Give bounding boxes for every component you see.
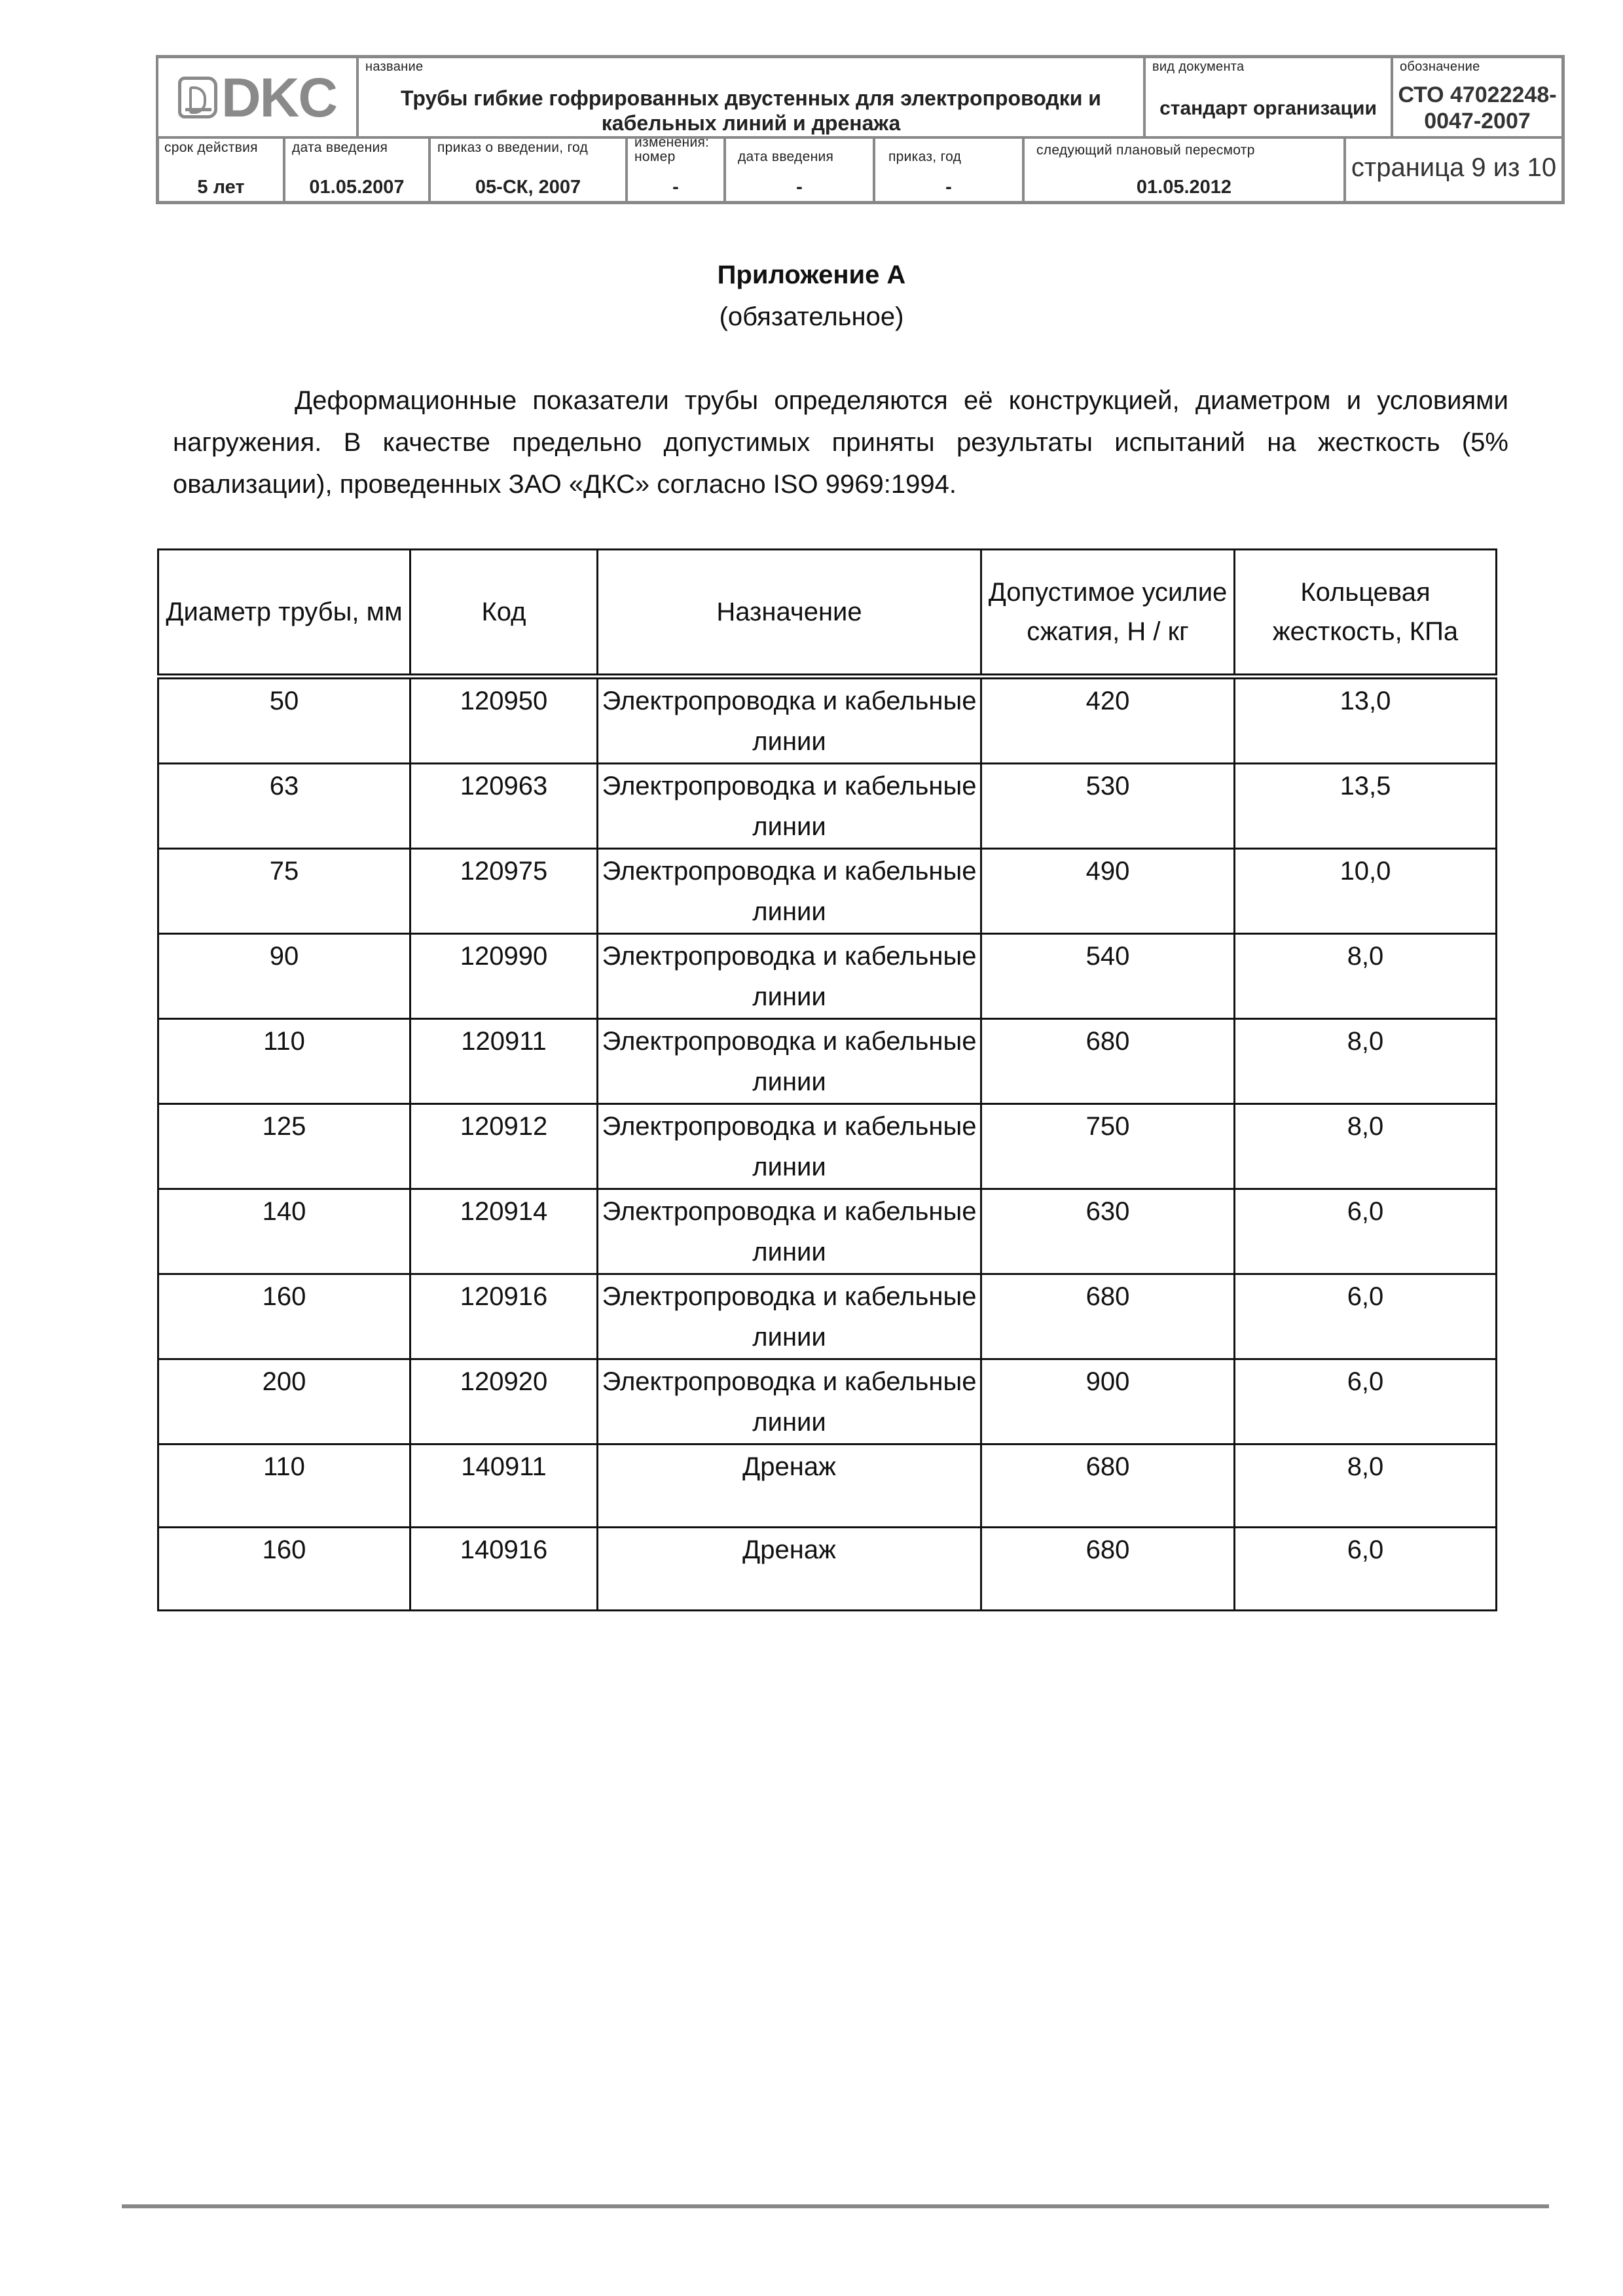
table-row	[158, 1104, 1497, 1189]
purpose-cell: Электропроводка и кабельные линии	[598, 1359, 981, 1444]
code-cell: 120916	[410, 1274, 598, 1359]
appendix-subtitle: (обязательное)	[719, 302, 904, 331]
stiffness-cell: 8,0	[1235, 1104, 1497, 1189]
intro-date-label: дата введения	[292, 140, 388, 155]
table-row	[158, 849, 1497, 934]
intro-paragraph	[173, 380, 1508, 505]
table-row	[158, 1528, 1497, 1611]
force-cell: 530	[981, 764, 1235, 849]
code-cell: 120920	[410, 1359, 598, 1444]
force-cell: 680	[981, 1274, 1235, 1359]
document-name: Трубы гибкие гофрированных двустенных для электропроводки и кабельных линий и дренажа	[401, 86, 1101, 135]
changes-order-value: -	[945, 177, 952, 198]
stiffness-cell: 13,0	[1235, 677, 1497, 764]
kind-label: вид документа	[1152, 60, 1245, 74]
col-header-diameter: Диаметр трубы, мм	[158, 550, 410, 677]
force-cell: 680	[981, 1444, 1235, 1528]
changes-number-cell	[625, 135, 723, 201]
purpose-cell: Электропроводка и кабельные линии	[598, 1274, 981, 1359]
changes-number-label: номер	[634, 149, 676, 164]
table-row	[158, 1019, 1497, 1104]
code-cell: 120975	[410, 849, 598, 934]
force-cell: 630	[981, 1189, 1235, 1274]
force-cell: 680	[981, 1019, 1235, 1104]
name-cell	[356, 58, 1143, 136]
purpose-cell: Электропроводка и кабельные линии	[598, 934, 981, 1019]
dkc-logo-icon	[178, 77, 217, 118]
code-cell: 120963	[410, 764, 598, 849]
review-value: 01.05.2012	[1136, 177, 1232, 198]
changes-date-label: дата введения	[738, 149, 834, 164]
stiffness-cell: 8,0	[1235, 1444, 1497, 1528]
document-header	[156, 55, 1565, 204]
page-number: страница 9 из 10	[1351, 153, 1557, 182]
purpose-cell: Электропроводка и кабельные линии	[598, 1189, 981, 1274]
force-cell: 750	[981, 1104, 1235, 1189]
changes-date-value: -	[796, 177, 803, 198]
stiffness-cell: 13,5	[1235, 764, 1497, 849]
stiffness-cell: 8,0	[1235, 1019, 1497, 1104]
table-row	[158, 934, 1497, 1019]
code-label: обозначение	[1400, 60, 1480, 74]
col-header-stiffness: Кольцевая жесткость, КПа	[1235, 550, 1497, 677]
diameter-cell: 50	[158, 677, 410, 764]
col-header-force: Допустимое усилие сжатия, Н / кг	[981, 550, 1235, 677]
purpose-cell: Электропроводка и кабельные линии	[598, 1104, 981, 1189]
intro-date-cell	[283, 139, 428, 201]
stiffness-cell: 6,0	[1235, 1274, 1497, 1359]
diameter-cell: 110	[158, 1019, 410, 1104]
purpose-cell: Электропроводка и кабельные линии	[598, 764, 981, 849]
order-label: приказ о введении, год	[437, 140, 589, 155]
changes-order-label: приказ, год	[888, 149, 962, 164]
validity-label: срок действия	[164, 140, 258, 155]
changes-order-cell	[873, 139, 1022, 201]
intro-paragraph-text: Деформационные показатели трубы определяются её конструкцией, диаметром и условиями нагружения. В качестве предельно допустимых приняты результаты испытаний на жесткость (5% овализации), проведенных ЗАО «ДКС» согласно ISO 9969:1994.	[173, 386, 1508, 499]
deformation-table	[157, 548, 1497, 1611]
code-cell: 120912	[410, 1104, 598, 1189]
kind-cell	[1143, 58, 1391, 136]
stiffness-cell: 6,0	[1235, 1528, 1497, 1611]
code-cell: 120950	[410, 677, 598, 764]
code-cell: 120914	[410, 1189, 598, 1274]
col-header-code: Код	[410, 550, 598, 677]
code-cell: 120911	[410, 1019, 598, 1104]
name-label: название	[365, 60, 424, 74]
diameter-cell: 75	[158, 849, 410, 934]
table-body	[158, 677, 1497, 1611]
col-header-purpose: Назначение	[598, 550, 981, 677]
header-row-bottom	[156, 136, 1565, 204]
table-header-row	[158, 550, 1497, 677]
review-cell	[1022, 139, 1343, 201]
code-cell: 140916	[410, 1528, 598, 1611]
purpose-cell: Электропроводка и кабельные линии	[598, 1019, 981, 1104]
validity-value: 5 лет	[197, 177, 245, 198]
stiffness-cell: 6,0	[1235, 1359, 1497, 1444]
code-cell: 120990	[410, 934, 598, 1019]
diameter-cell: 125	[158, 1104, 410, 1189]
code-cell	[1391, 58, 1561, 136]
diameter-cell: 63	[158, 764, 410, 849]
diameter-cell: 160	[158, 1528, 410, 1611]
order-value: 05-СК, 2007	[475, 177, 581, 198]
force-cell: 490	[981, 849, 1235, 934]
diameter-cell: 140	[158, 1189, 410, 1274]
table-row	[158, 764, 1497, 849]
table-row	[158, 1274, 1497, 1359]
force-cell: 900	[981, 1359, 1235, 1444]
table-row	[158, 1359, 1497, 1444]
force-cell: 420	[981, 677, 1235, 764]
document-code: СТО 47022248-0047-2007	[1398, 82, 1557, 134]
purpose-cell: Дренаж	[598, 1444, 981, 1528]
validity-cell	[159, 139, 283, 201]
stiffness-cell: 6,0	[1235, 1189, 1497, 1274]
dkc-logo	[178, 66, 337, 128]
diameter-cell: 110	[158, 1444, 410, 1528]
table-row	[158, 1189, 1497, 1274]
code-cell: 140911	[410, 1444, 598, 1528]
intro-date-value: 01.05.2007	[309, 177, 405, 198]
changes-number-value: -	[672, 177, 679, 198]
review-label: следующий плановый пересмотр	[1036, 143, 1255, 158]
diameter-cell: 200	[158, 1359, 410, 1444]
diameter-cell: 160	[158, 1274, 410, 1359]
table-row	[158, 677, 1497, 764]
appendix-title: Приложение А	[717, 260, 906, 289]
force-cell: 540	[981, 934, 1235, 1019]
dkc-logo-text: DKC	[221, 66, 337, 128]
changes-date-cell	[723, 139, 873, 201]
purpose-cell: Электропроводка и кабельные линии	[598, 677, 981, 764]
document-kind: стандарт организации	[1159, 98, 1377, 119]
force-cell: 680	[981, 1528, 1235, 1611]
purpose-cell: Электропроводка и кабельные линии	[598, 849, 981, 934]
diameter-cell: 90	[158, 934, 410, 1019]
footer-divider	[122, 2204, 1549, 2208]
page-number-cell	[1343, 139, 1561, 201]
changes-label: изменения:	[634, 135, 710, 150]
stiffness-cell: 8,0	[1235, 934, 1497, 1019]
logo-cell	[158, 58, 356, 136]
purpose-cell: Дренаж	[598, 1528, 981, 1611]
stiffness-cell: 10,0	[1235, 849, 1497, 934]
header-row-top	[156, 55, 1565, 136]
table-row	[158, 1444, 1497, 1528]
order-cell	[428, 139, 625, 201]
